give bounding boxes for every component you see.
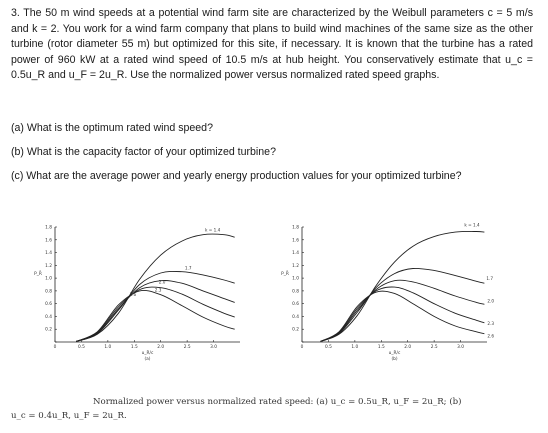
series-label: k = 1.4 [205,227,221,233]
x-axis-label: u_R/c [388,351,401,356]
y-tick-label: 0.8 [292,289,299,295]
series-line [76,287,235,341]
series-label: 2.0 [487,298,495,304]
y-tick-label: 1.2 [292,263,299,269]
x-tick-label: 3.0 [210,345,217,350]
series-line [321,280,485,341]
series-label: 2.0 [158,279,166,285]
y-tick-label: 1.8 [292,225,299,231]
x-tick-label: 2.5 [183,345,191,350]
x-axis-label: u_R/c [141,351,154,356]
panel-label: (b) [391,357,398,362]
y-tick-label: 1.6 [292,238,299,244]
series-line [321,287,485,341]
series-line [321,268,485,341]
problem-text: 3. The 50 m wind speeds at a potential wind farm site are characterized by the Weibull parameters c = 5 m/s and k = 2. You work for a wind farm company that plans to build wind machines of the same size as the other turbine (rotor diameter 55 m) but optimized for this site, if necessary. It is known that the turbine has a rated power of 960 kW at a rated wind speed of 10.5 m/s at hub height. You conservatively estimate that u_c = 0.5u_R and u_F = 2u_R. Use the normalized power versus normalized rated speed graphs. [11,7,533,82]
y-tick-label: 0.2 [292,327,299,333]
caption-line-1: Normalized power versus normalized rated speed: (a) u_c = 0.5u_R, u_F = 2u_R; (b) [93,397,462,407]
y-axis-label: P_R̄ [34,271,42,277]
x-tick-label: 0.5 [78,345,85,350]
panel-label: (a) [144,357,151,362]
caption-line-2: u_c = 0.4u_R, u_F = 2u_R. [11,410,127,421]
question-a: (a) What is the optimum rated wind speed? [11,122,213,134]
y-tick-label: 1.0 [292,276,299,282]
series-label: 1.7 [486,276,494,282]
y-tick-label: 1.6 [45,238,52,244]
chart-panel-a [30,222,250,382]
chart-panel-b [277,222,497,382]
x-tick-label: 1.5 [377,345,385,350]
question-b: (b) What is the capacity factor of your optimized turbine? [11,146,276,158]
y-tick-label: 0.6 [292,302,299,308]
series-label: 2.3 [154,287,162,293]
series-label: k = 1.4 [464,222,480,228]
y-tick-label: 0.6 [45,302,52,308]
x-tick-label: 2.0 [157,345,165,350]
y-tick-label: 0.4 [45,314,52,320]
y-tick-label: 1.4 [292,251,299,257]
y-axis-label: P_R̄ [281,271,289,277]
x-tick-label: 0 [53,345,57,350]
series-label: 2.6 [487,333,495,339]
y-tick-label: 1.0 [45,276,52,282]
y-tick-label: 0.8 [45,289,52,295]
series-line [76,287,235,341]
problem-statement [11,6,533,84]
y-tick-label: 0.4 [292,314,299,320]
series-label: 2.3 [487,320,495,326]
x-tick-label: 0 [300,345,304,350]
series-label: 1.7 [184,265,192,271]
x-tick-label: 1.0 [104,345,112,350]
y-tick-label: 1.2 [45,263,52,269]
question-c: (c) What are the average power and yearly energy production values for your optimized turbine? [11,170,462,182]
x-tick-label: 2.0 [404,345,412,350]
x-tick-label: 1.5 [130,345,138,350]
x-tick-label: 3.0 [457,345,464,350]
x-tick-label: 0.5 [325,345,332,350]
x-tick-label: 1.0 [351,345,359,350]
series-label: 2.6 [129,291,137,297]
figure-caption [11,396,533,423]
y-tick-label: 1.8 [45,225,52,231]
y-tick-label: 0.2 [45,327,52,333]
x-tick-label: 2.5 [430,345,438,350]
series-line [321,291,485,341]
y-tick-label: 1.4 [45,251,52,257]
